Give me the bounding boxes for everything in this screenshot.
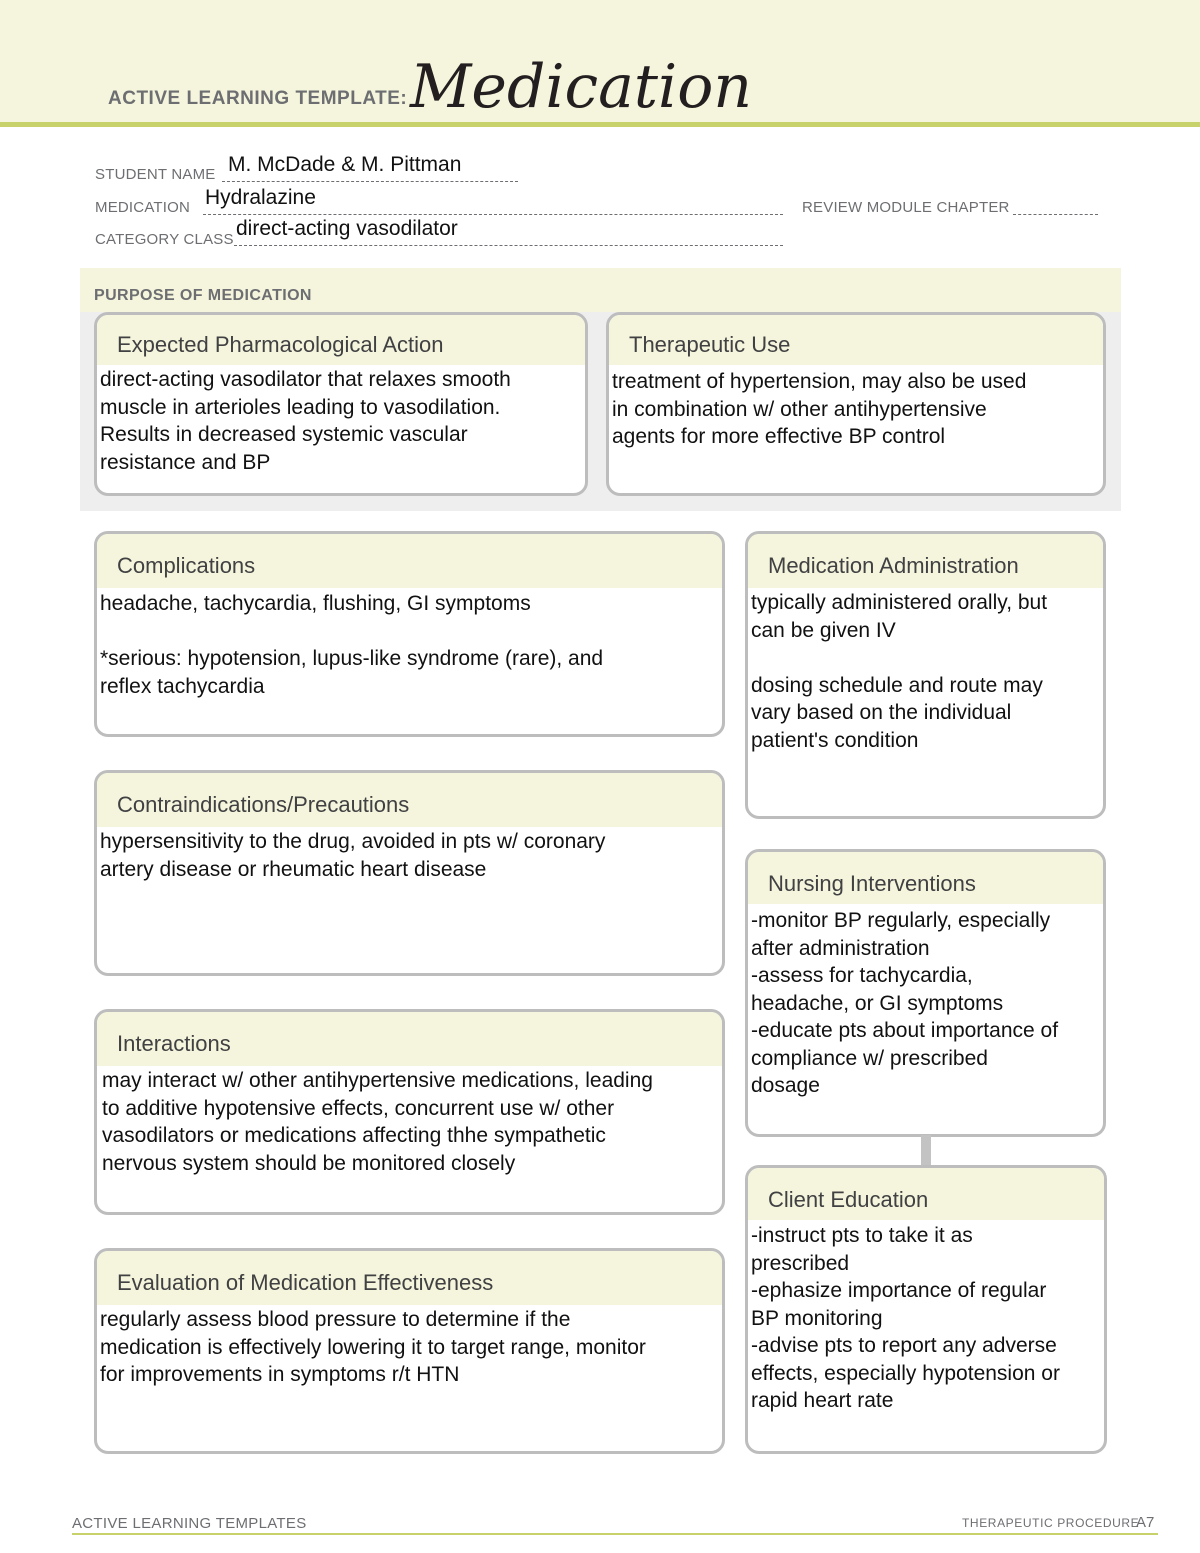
med-admin-text[interactable]: typically administered orally, but can be given IV dosing schedule and route may vary based on the individual patient's condition	[751, 591, 1048, 752]
interactions-card	[94, 1009, 725, 1215]
therapeutic-use-text[interactable]: treatment of hypertension, may also be used in combination w/ other antihypertensive agents for more effective BP control	[612, 370, 1027, 448]
footer-divider	[72, 1533, 1158, 1535]
review-module-label: REVIEW MODULE CHAPTER	[802, 199, 1010, 216]
header-divider	[0, 122, 1200, 127]
pharm-action-card	[94, 312, 588, 496]
student-name-line	[222, 181, 518, 182]
nursing-interventions-card	[745, 849, 1106, 1137]
client-education-title: Client Education	[748, 1168, 1104, 1220]
purpose-label: PURPOSE OF MEDICATION	[94, 287, 312, 304]
category-class-label: CATEGORY CLASS	[95, 231, 234, 248]
med-admin-card	[745, 531, 1106, 819]
therapeutic-use-title: Therapeutic Use	[609, 315, 1103, 365]
footer-page-number: A7	[1136, 1514, 1155, 1531]
category-class-field[interactable]: direct-acting vasodilator	[236, 217, 458, 240]
student-name-label: STUDENT NAME	[95, 166, 216, 183]
contraindications-title: Contraindications/Precautions	[97, 773, 722, 827]
client-education-text[interactable]: -instruct pts to take it as prescribed -ephasize importance of regular BP monitoring -advise pts to report any adverse effects, especially hypotension or rapid heart rate	[751, 1224, 1060, 1412]
pharm-action-text[interactable]: direct-acting vasodilator that relaxes smooth muscle in arterioles leading to vasodilation. Results in decreased systemic vascular resistance and BP	[100, 368, 511, 474]
card-connector	[921, 1135, 931, 1167]
client-education-card	[745, 1165, 1107, 1454]
complications-text[interactable]: headache, tachycardia, flushing, GI symptoms *serious: hypotension, lupus-like syndrome (rare), and reflex tachycardia	[100, 592, 604, 698]
pharm-action-title: Expected Pharmacological Action	[97, 315, 585, 365]
category-class-line	[234, 245, 783, 246]
evaluation-title: Evaluation of Medication Effectiveness	[97, 1251, 722, 1305]
footer-left-label: ACTIVE LEARNING TEMPLATES	[72, 1515, 307, 1532]
contraindications-text[interactable]: hypersensitivity to the drug, avoided in pts w/ coronary artery disease or rheumatic heart disease	[100, 830, 606, 881]
complications-title: Complications	[97, 534, 722, 588]
therapeutic-use-card	[606, 312, 1106, 496]
nursing-interventions-text[interactable]: -monitor BP regularly, especially after administration -assess for tachycardia, headache, or GI symptoms -educate pts about importance of compliance w/ prescribed dosage	[751, 909, 1059, 1097]
med-admin-title: Medication Administration	[748, 534, 1103, 588]
medication-field[interactable]: Hydralazine	[205, 186, 316, 209]
evaluation-card	[94, 1248, 725, 1454]
medication-label: MEDICATION	[95, 199, 191, 216]
student-name-field[interactable]: M. McDade & M. Pittman	[228, 153, 462, 176]
evaluation-text[interactable]: regularly assess blood pressure to determine if the medication is effectively lowering it to target range, monitor for improvements in symptoms r/t HTN	[100, 1308, 646, 1386]
template-label: ACTIVE LEARNING TEMPLATE:	[108, 88, 408, 109]
nursing-interventions-title: Nursing Interventions	[748, 852, 1103, 904]
page-title: Medication	[410, 52, 752, 122]
footer-right-label: THERAPEUTIC PROCEDURE	[962, 1516, 1140, 1530]
contraindications-card	[94, 770, 725, 976]
interactions-text[interactable]: may interact w/ other antihypertensive medications, leading to additive hypotensive effects, concurrent use w/ other vasodilators or medications affecting thhe sympathetic nervous system should be monitored closely	[102, 1069, 653, 1175]
interactions-title: Interactions	[97, 1012, 722, 1066]
review-module-line	[1013, 214, 1098, 215]
complications-card	[94, 531, 725, 737]
medication-line	[203, 214, 783, 215]
